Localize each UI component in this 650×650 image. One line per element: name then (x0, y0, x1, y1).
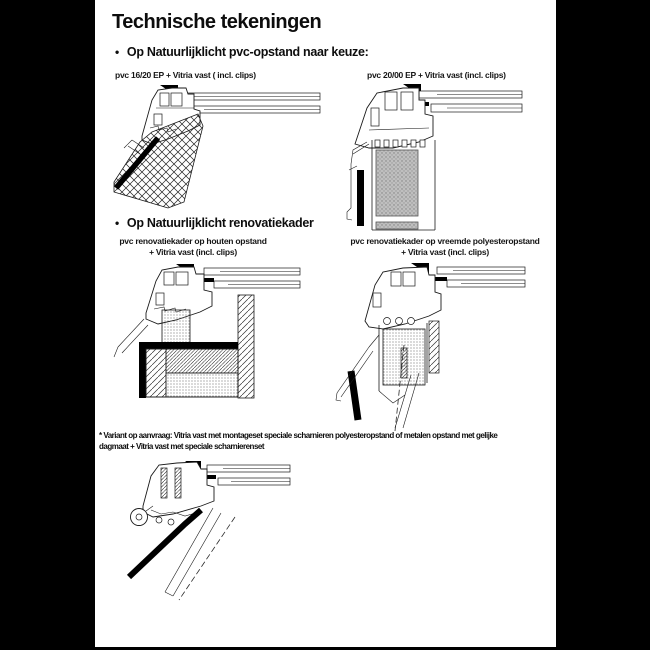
figure-caption-polyesteropstand (338, 236, 552, 258)
bullet-icon: • (115, 216, 119, 230)
drawing-renovatiekader-polyesteropstand (335, 263, 525, 433)
bullet-text: Op Natuurlijklicht renovatiekader (126, 216, 314, 230)
bullet-text: Op Natuurlijklicht pvc-opstand naar keuze: (126, 45, 369, 59)
drawing-pvc-20-00-ep (345, 84, 522, 232)
wooden-upstand (139, 342, 238, 398)
figure-caption-pvc-16-20: pvc 16/20 EP + Vitria vast ( incl. clips) (115, 70, 256, 80)
footnote-line-2: dagmaat + Vitria vast met speciale scharnierenset (99, 442, 265, 451)
insulation-core (376, 150, 418, 216)
screw-shaft (161, 468, 167, 498)
footnote (99, 430, 555, 452)
footnote-line-1: * Variant op aanvraag: Vitria vast met montageset speciale scharnieren polyesteropstand of metalen opstand met gelijke (99, 431, 498, 440)
left-bracket (336, 335, 379, 401)
caption-line-1: pvc renovatiekader op houten opstand (119, 236, 267, 246)
frame-profile (365, 267, 441, 329)
upstand-body (357, 140, 435, 230)
insulation-foot (376, 222, 418, 229)
drawing-variant-scharnierenset (115, 460, 290, 602)
bullet-pvc-opstand (115, 45, 369, 59)
bullet-renovatiekader (115, 216, 314, 230)
drawing-pvc-16-20-ep (110, 84, 320, 210)
drawing-renovatiekader-houten-opstand (110, 263, 300, 420)
caption-line-1: pvc renovatiekader op vreemde polyesteropstand (350, 236, 540, 246)
upstand-body (379, 321, 439, 403)
figure-caption-houten-opstand (103, 236, 283, 258)
black-membrane-bar (357, 170, 364, 226)
caption-line-2: + Vitria vast (incl. clips) (149, 247, 237, 257)
catalog-page (95, 0, 556, 647)
caption-line-2: + Vitria vast (incl. clips) (401, 247, 489, 257)
black-membrane-left (139, 342, 146, 398)
page-title: Technische tekeningen (112, 11, 322, 33)
right-hatched-column (238, 295, 254, 398)
bullet-icon: • (115, 45, 119, 59)
black-membrane-bar (351, 371, 358, 420)
figure-caption-pvc-20-00: pvc 20/00 EP + Vitria vast (incl. clips) (367, 70, 506, 80)
frame-profile (143, 462, 214, 525)
black-membrane-top (139, 342, 238, 349)
screw-shaft (175, 468, 181, 498)
